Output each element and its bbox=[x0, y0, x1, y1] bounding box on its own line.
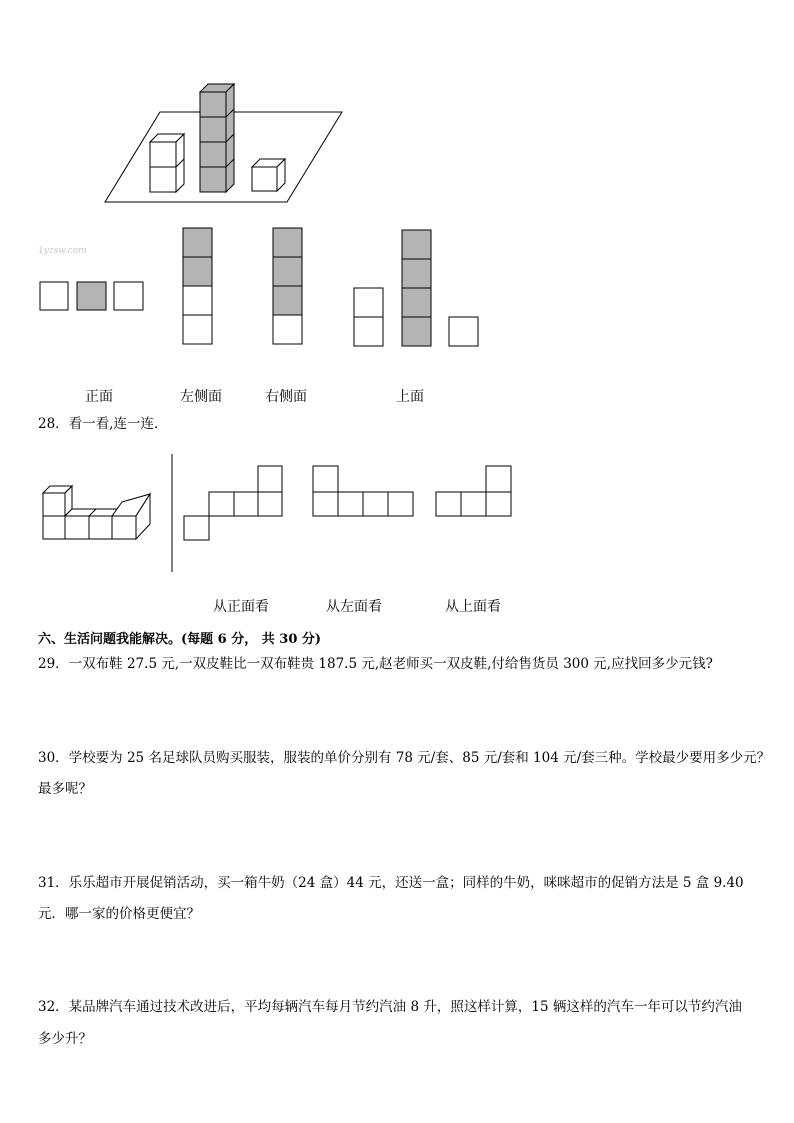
q30-text-line1: 30．学校要为 25 名足球队员购买服装，服装的单价分别有 78 元/套、85 元/套和 104 元/套三种。学校最少要用多少元？ bbox=[38, 750, 771, 766]
q28-label-left: 从左面看 bbox=[326, 599, 382, 615]
view-label-front: 正面 bbox=[85, 389, 113, 405]
single-cube bbox=[252, 159, 285, 191]
left-cube-stack bbox=[150, 134, 184, 192]
q29-text: 29．一双布鞋 27.5 元,一双皮鞋比一双布鞋贵 187.5 元,赵老师买一双皮鞋,付给售货员 300 元,应找回多少元钱? bbox=[38, 656, 713, 672]
view-label-top: 上面 bbox=[396, 389, 424, 405]
q28-view-b bbox=[313, 466, 413, 516]
q28-label-top: 从上面看 bbox=[445, 599, 501, 615]
cube-arrangement-figure bbox=[100, 80, 360, 210]
view-label-left: 左侧面 bbox=[180, 389, 222, 405]
section6-title: 六、生活问题我能解决。(每题 6 分， 共 30 分) bbox=[38, 632, 322, 647]
view-options-figure bbox=[38, 226, 498, 351]
view-top bbox=[354, 230, 478, 346]
q32-text-line1: 32．某品牌汽车通过技术改进后，平均每辆汽车每月节约汽油 8 升，照这样计算，15 辆这样的汽车一年可以节约汽油 bbox=[38, 999, 742, 1015]
watermark: 1yzsw.com bbox=[38, 246, 87, 256]
q28-label-front: 从正面看 bbox=[213, 599, 269, 615]
q31-text-line1: 31．乐乐超市开展促销活动，买一箱牛奶（24 盒）44 元，还送一盒；同样的牛奶，咪咪超市的促销方法是 5 盒 9.40 bbox=[38, 875, 744, 891]
q28-figure bbox=[38, 452, 518, 577]
view-label-right: 右侧面 bbox=[265, 389, 307, 405]
tall-cube-stack bbox=[200, 84, 234, 192]
q31-text-line2: 元．哪一家的价格更便宜？ bbox=[38, 906, 200, 922]
q32-text-line2: 多少升？ bbox=[38, 1031, 92, 1047]
q28-view-c bbox=[436, 466, 511, 516]
view-right-side bbox=[273, 228, 302, 344]
q28-view-a bbox=[184, 466, 282, 540]
q30-text-line2: 最多呢？ bbox=[38, 781, 92, 797]
q28-title: 28．看一看,连一连． bbox=[38, 416, 168, 432]
view-left-side bbox=[183, 228, 212, 344]
view-front bbox=[40, 282, 143, 310]
q28-3d-shape bbox=[43, 486, 150, 539]
